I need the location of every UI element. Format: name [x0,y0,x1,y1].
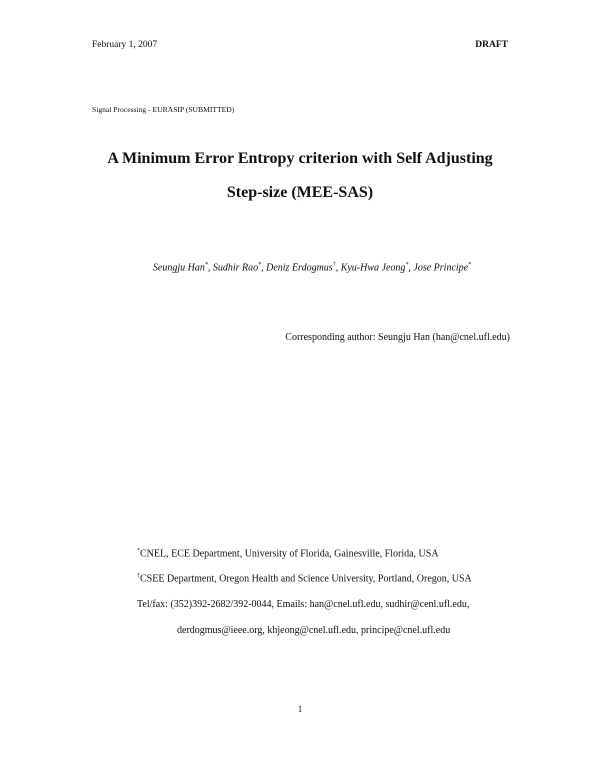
affiliation-mark: * [405,262,409,268]
author-list [0,262,600,273]
corresponding-author: Corresponding author: Seungju Han (han@cnel.ufl.edu) [285,332,510,343]
affiliation-text: CSEE Department, Oregon Health and Science University, Portland, Oregon, USA [140,573,472,585]
affiliation-mark: * [468,262,472,268]
affiliation-mark: * [137,548,140,554]
author-name: Seungju Han [152,262,205,274]
contact-line-1: Tel/fax: (352)392-2682/392-0044, Emails: han@cnel.ufl.edu, sudhir@cenl.ufl.edu, [137,599,470,610]
affiliation-text: CNEL, ECE Department, University of Florida, Gainesville, Florida, USA [140,548,439,560]
author-name: Sudhir Rao [212,262,259,274]
author-separator: , [261,262,267,274]
author-separator: , [207,262,213,274]
affiliation-mark: † [137,573,140,579]
journal-line: Signal Processing - EURASIP (SUBMITTED) [92,105,235,114]
author-name: Jose Principe [413,262,469,274]
affiliation-2 [137,573,472,584]
paper-title-line-1: A Minimum Error Entropy criterion with Self Adjusting [107,150,493,167]
author-separator: , [335,262,341,274]
author-name: Deniz Erdogmus [266,262,333,274]
affiliation-mark: * [258,262,262,268]
affiliation-mark: * [204,262,208,268]
header-date: February 1, 2007 [92,40,158,50]
contact-line-2: derdogmus@ieee.org, khjeong@cnel.ufl.edu, principe@cnel.ufl.edu [177,625,451,636]
author-separator: , [408,262,414,274]
author-name: Kyu-Hwa Jeong [340,262,406,274]
page-number: 1 [297,704,303,714]
header-draft-label: DRAFT [475,40,508,50]
affiliation-mark: † [332,262,336,268]
affiliation-1 [137,548,439,559]
paper-title-line-2: Step-size (MEE-SAS) [226,184,374,201]
